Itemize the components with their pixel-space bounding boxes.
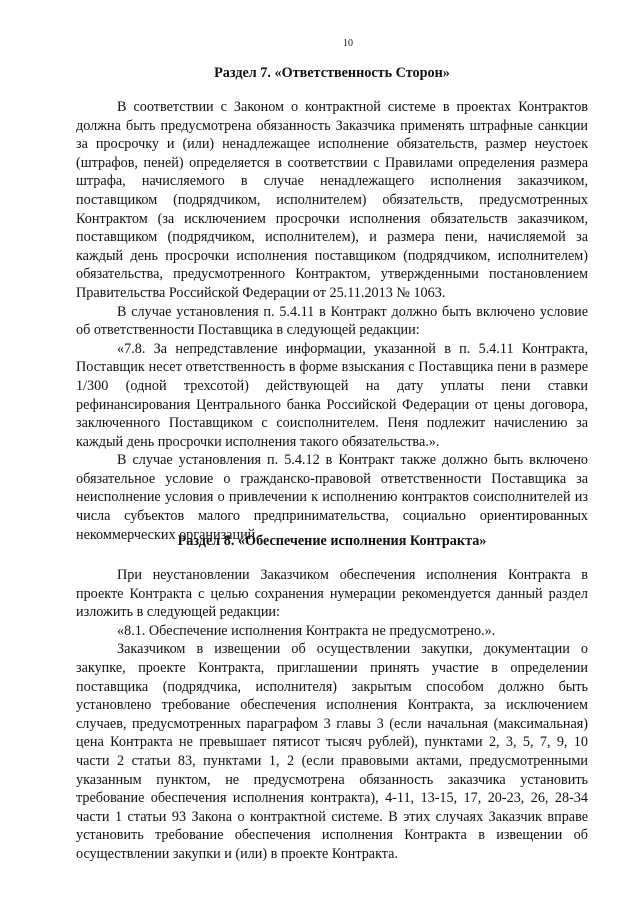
- section-8-paragraph-2: «8.1. Обеспечение исполнения Контракта не предусмотрено.».: [117, 622, 496, 639]
- section-7-paragraph-2: В случае установления п. 5.4.11 в Контракт должно быть включено условие об ответственности Поставщика в следующей редакции:: [76, 303, 588, 339]
- section-8-title: Раздел 8. «Обеспечение исполнения Контракта»: [177, 533, 487, 549]
- section-7-paragraph-4: В случае установления п. 5.4.12 в Контракт также должно быть включено обязательное условие о гражданско-правовой ответственности Поставщика за неисполнение условия о привлечении к исполнению контрактов соисполнителей из числа субъектов малого предпринимательства, социально ориентированных некоммерческих организаций.: [76, 452, 588, 543]
- page-number: 10: [343, 38, 353, 49]
- section-8-paragraph-3: Заказчиком в извещении об осуществлении закупки, документации о закупке, проекте Контракта, приглашении принять участие в определении поставщика (подрядчика, исполнителя) закрытым способом должно быть установлено требование обеспечения исполнения Контракта, за исключением случаев, предусмотренных параграфом 3 главы 3 (если начальная (максимальная) цена Контракта не превышает пятисот тысяч рублей), пунктами 2, 3, 5, 7, 9, 10 части 2 статьи 83, пунктами 1, 2 (если правовыми актами, предусмотренными указанным пунктом, не предусмотрена обязанность заказчика установить требование обеспечения исполнения контракта), 4-11, 13-15, 17, 20-23, 26, 28-34 части 1 статьи 93 Закона о контрактной системе. В этих случаях Заказчик вправе установить требование обеспечения исполнения Контракта в извещении об осуществлении закупки и (или) в проекте Контракта.: [76, 641, 588, 862]
- section-7-body: [76, 98, 588, 544]
- section-7-title: Раздел 7. «Ответственность Сторон»: [214, 65, 450, 81]
- section-8-paragraph-1: При неустановлении Заказчиком обеспечения исполнения Контракта в проекте Контракта с целью сохранения нумерации рекомендуется данный раздел изложить в следующей редакции:: [76, 567, 588, 621]
- section-8-body: [76, 566, 588, 864]
- section-7-paragraph-3: «7.8. За непредставление информации, указанной в п. 5.4.11 Контракта, Поставщик несет ответственность в форме взыскания с Поставщика пени в размере 1/300 (одной трехсотой) действующей на дату уплаты пени ставки рефинансирования Центрального банка Российской Федерации от цены договора, заключенного Поставщиком с соисполнителем. Пеня подлежит начислению за каждый день просрочки исполнения такого обязательства.».: [76, 340, 588, 450]
- section-7-paragraph-1: В соответствии с Законом о контрактной системе в проектах Контрактов должна быть предусмотрена обязанность Заказчика применять штрафные санкции за просрочку и (или) ненадлежащее исполнение обязательств, размер неустоек (штрафов, пеней) определяется в соответствии с Правилами определения размера штрафа, начисляемого в случае ненадлежащего исполнения заказчиком, поставщиком (подрядчиком, исполнителем) обязательств, предусмотренных Контрактом (за исключением просрочки исполнения обязательств заказчиком, поставщиком (подрядчиком, исполнителем), и размера пени, начисляемой за каждый день просрочки исполнения поставщиком (подрядчиком, исполнителем) обязательства, предусмотренного Контрактом, утвержденными постановлением Правительства Российской Федерации от 25.11.2013 № 1063.: [76, 99, 588, 301]
